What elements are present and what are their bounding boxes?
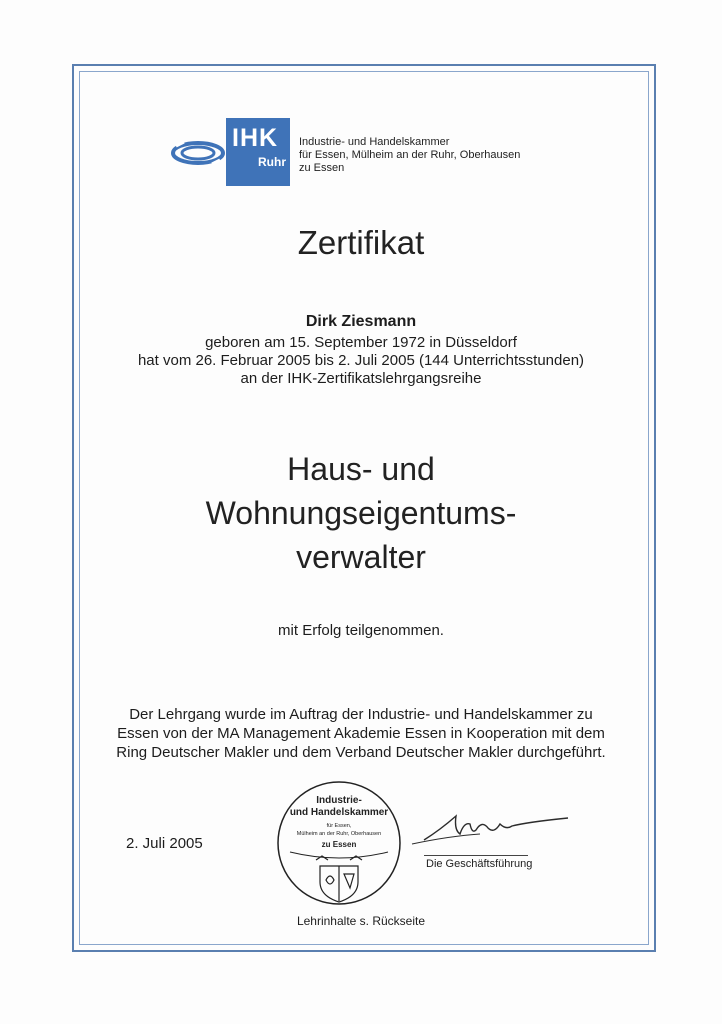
course-title: [0, 447, 722, 579]
back-note: Lehrinhalte s. Rückseite: [296, 914, 426, 928]
signature-line: [424, 855, 528, 856]
coat-of-arms-icon: [316, 856, 362, 902]
seal-line: Mülheim an der Ruhr, Oberhausen: [296, 831, 382, 837]
signature-label: Die Geschäftsführung: [426, 858, 533, 870]
issue-date: 2. Juli 2005: [126, 835, 203, 852]
holder-details: [0, 334, 722, 388]
ihk-sub: Ruhr: [258, 155, 286, 169]
holder-line: geboren am 15. September 1972 in Düsseldorf: [205, 334, 517, 351]
globe-swirl-icon: [170, 136, 226, 170]
holder-name: Dirk Ziesmann: [305, 313, 417, 330]
official-seal: [276, 780, 402, 906]
holder-line: an der IHK-Zertifikatslehrgangsreihe: [240, 370, 482, 387]
seal-line: für Essen,: [326, 823, 352, 829]
ihk-logo: [170, 118, 290, 186]
seal-line: Industrie-: [316, 795, 362, 806]
page-title: Zertifikat: [297, 224, 425, 261]
course-line: Haus- und: [287, 451, 435, 487]
statement-line: Ring Deutscher Makler und dem Verband Deutscher Makler durchgeführt.: [116, 744, 606, 761]
statement-line: Essen von der MA Management Akademie Essen in Kooperation mit dem: [117, 725, 605, 742]
result-text: mit Erfolg teilgenommen.: [278, 622, 444, 639]
chamber-line: Industrie- und Handelskammer: [299, 136, 450, 148]
statement: [0, 705, 722, 762]
seal-line: und Handelskammer: [289, 807, 389, 818]
chamber-line: für Essen, Mülheim an der Ruhr, Oberhausen: [299, 149, 521, 161]
signature: [410, 800, 570, 850]
ihk-logo-box: [226, 118, 290, 186]
chamber-name: [299, 136, 520, 175]
chamber-line: zu Essen: [299, 162, 345, 174]
ihk-mark: IHK: [232, 124, 279, 152]
course-line: verwalter: [296, 539, 426, 575]
seal-line: zu Essen: [321, 840, 357, 849]
course-line: Wohnungseigentums-: [205, 495, 517, 531]
statement-line: Der Lehrgang wurde im Auftrag der Industrie- und Handelskammer zu: [129, 706, 593, 723]
holder-line: hat vom 26. Februar 2005 bis 2. Juli 2005 (144 Unterrichtsstunden): [137, 352, 585, 369]
